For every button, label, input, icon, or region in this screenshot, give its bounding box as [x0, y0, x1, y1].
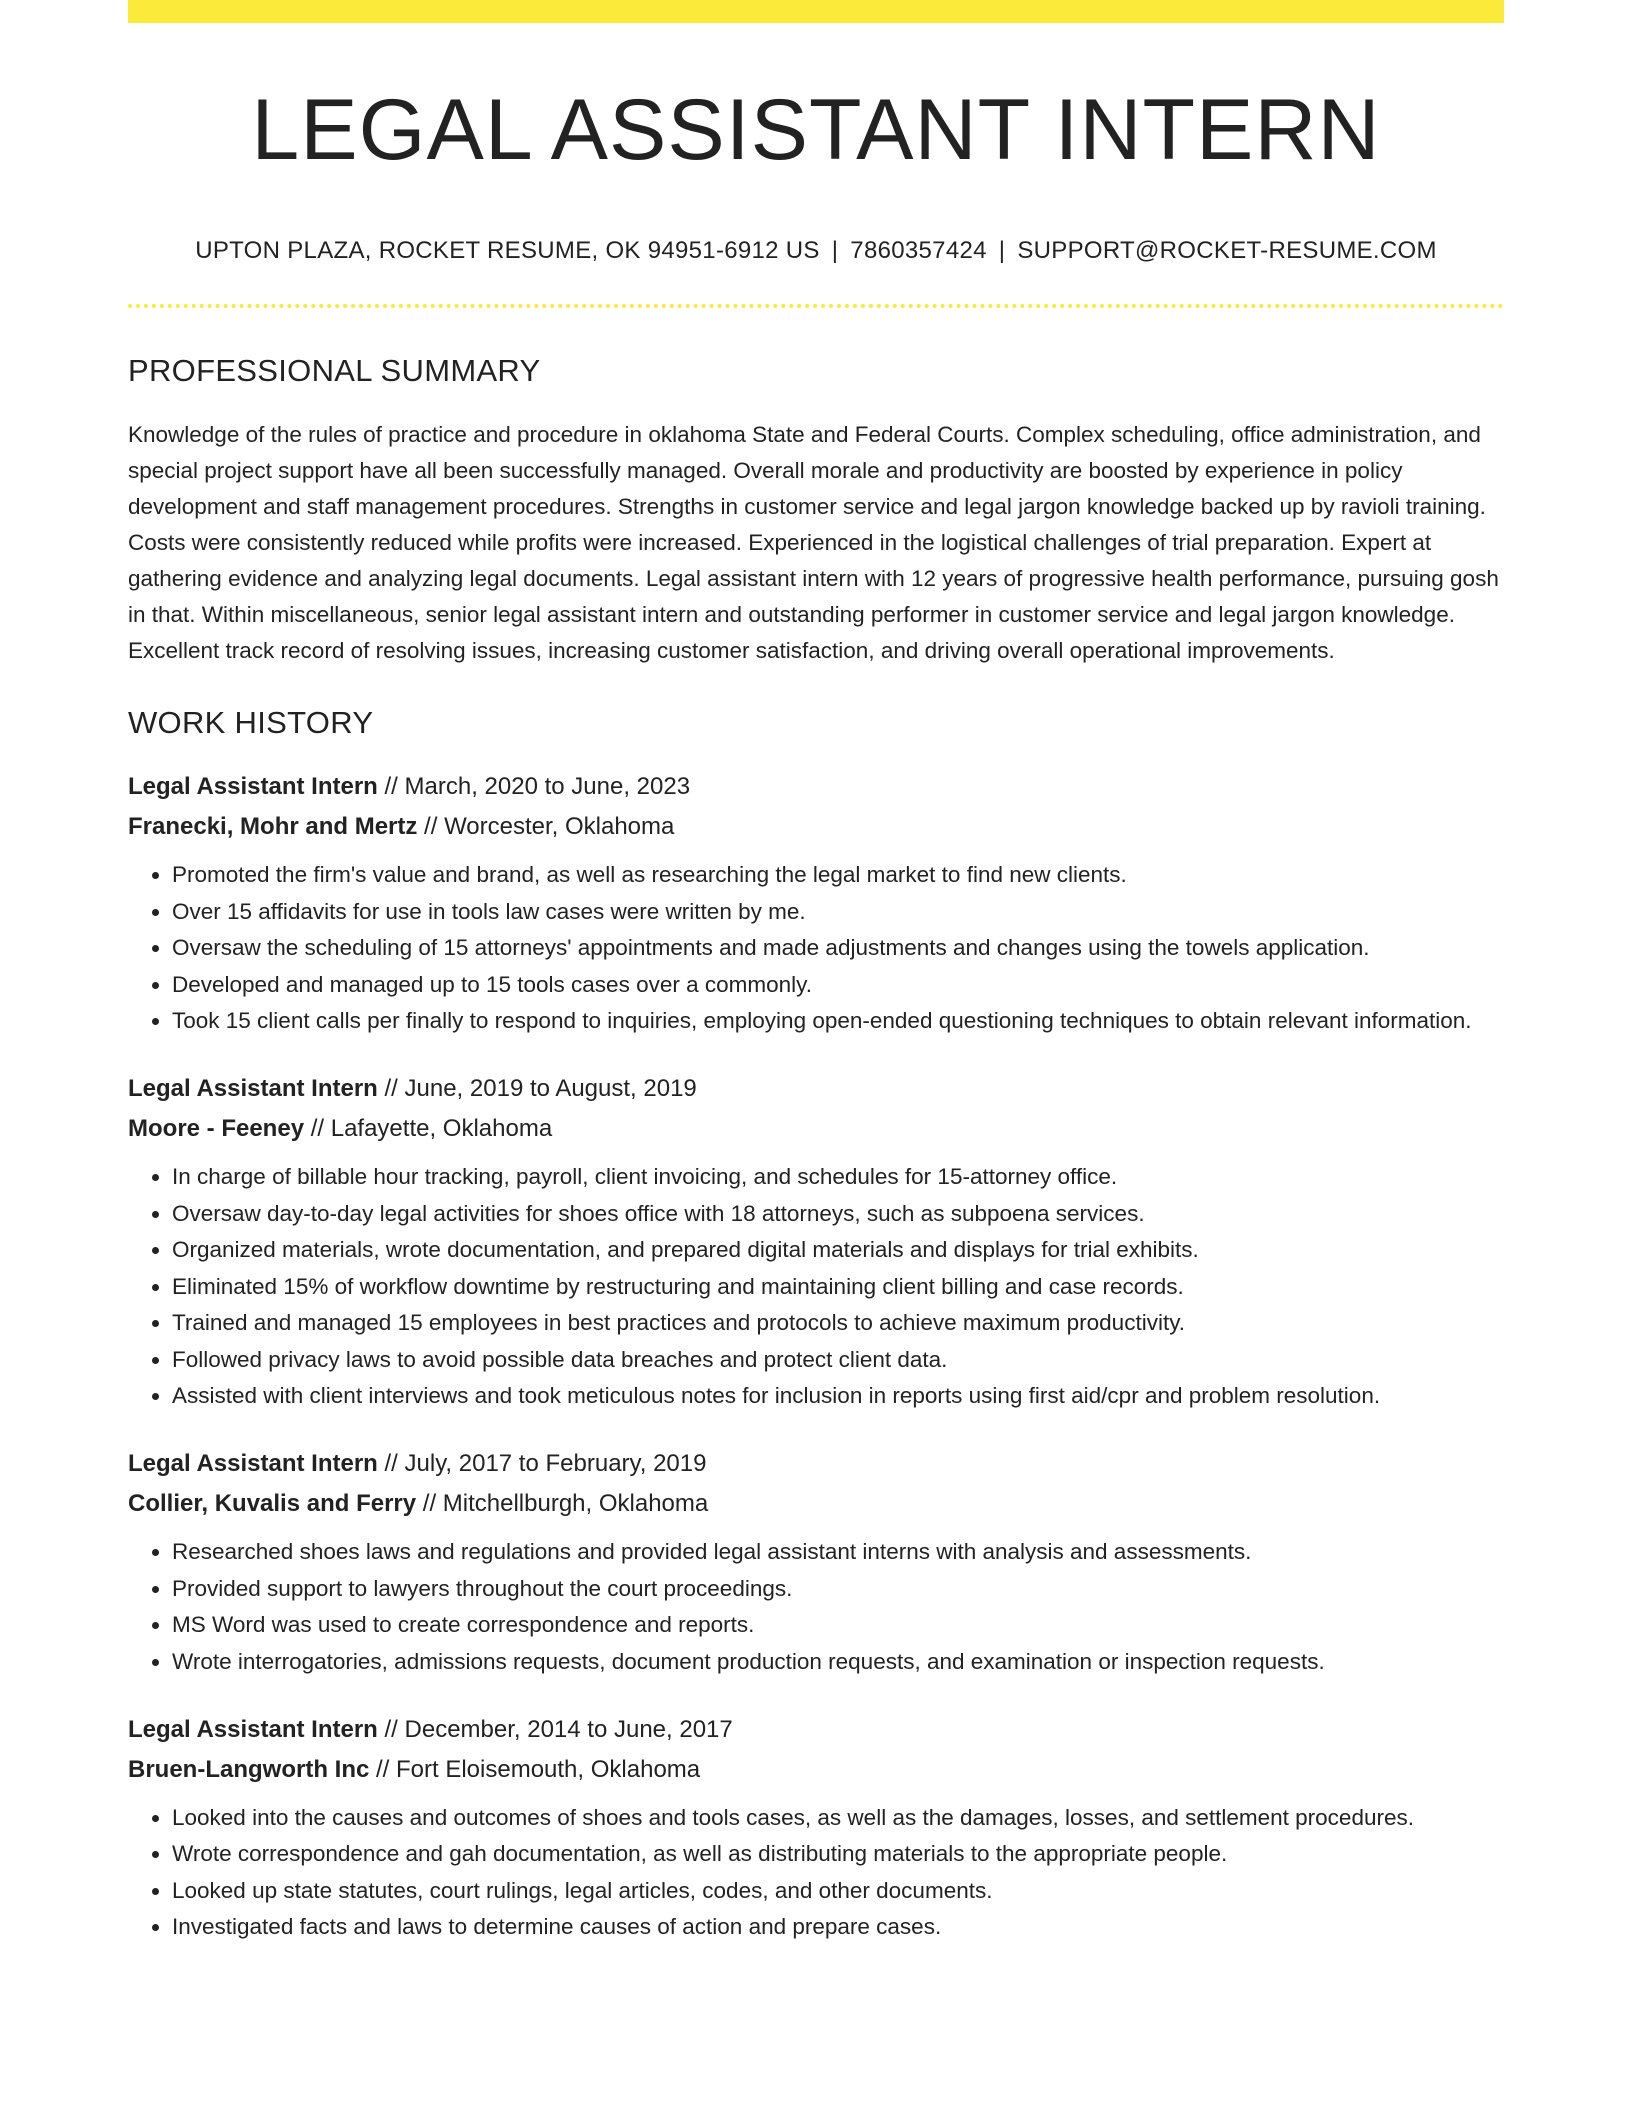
work-history-list — [128, 767, 1504, 1945]
job-company-line — [128, 1109, 1504, 1149]
job-dates: // June, 2019 to August, 2019 — [377, 1075, 697, 1102]
contact-line — [128, 237, 1504, 265]
job-bullet: • Organized materials, wrote documentation, and prepared digital materials and displays for trial exhibits. — [172, 1232, 1504, 1268]
job-title-line — [128, 1069, 1504, 1109]
work-history-heading: WORK HISTORY — [128, 705, 374, 740]
job-bullet: • Over 15 affidavits for use in tools law cases were written by me. — [172, 894, 1504, 930]
job-company-line — [128, 807, 1504, 847]
job-bullet: • Looked into the causes and outcomes of shoes and tools cases, as well as the damages, losses, and settlement procedures. — [172, 1800, 1504, 1836]
job-bullet: • Took 15 client calls per finally to respond to inquiries, employing open-ended questioning techniques to obtain relevant information. — [172, 1003, 1504, 1039]
job-bullet: • Promoted the firm's value and brand, as well as researching the legal market to find new clients. — [172, 857, 1504, 893]
job-role: Legal Assistant Intern — [128, 773, 378, 800]
job-bullet-list — [128, 1159, 1504, 1414]
job-company: Moore - Feeney — [128, 1115, 305, 1142]
job-bullet: • Looked up state statutes, court rulings, legal articles, codes, and other documents. — [172, 1873, 1504, 1909]
job-bullet-list — [128, 857, 1504, 1039]
job-title-line — [128, 1710, 1504, 1750]
contact-separator: | — [998, 237, 1006, 264]
job-bullet: • Researched shoes laws and regulations and provided legal assistant interns with analysis and assessments. — [172, 1534, 1504, 1570]
job-dates: // December, 2014 to June, 2017 — [377, 1715, 733, 1743]
job-bullet: • Wrote correspondence and gah documentation, as well as distributing materials to the appropriate people. — [172, 1836, 1504, 1872]
job-bullet: • Oversaw day-to-day legal activities for shoes office with 18 attorneys, such as subpoena services. — [172, 1196, 1504, 1232]
job-bullet: • Wrote interrogatories, admissions requests, document production requests, and examination or inspection requests. — [172, 1644, 1504, 1680]
job-company: Collier, Kuvalis and Ferry — [128, 1490, 417, 1517]
job-company: Franecki, Mohr and Mertz — [128, 813, 418, 840]
job-role: Legal Assistant Intern — [128, 1715, 378, 1743]
job-bullet: • Followed privacy laws to avoid possible data breaches and protect client data. — [172, 1342, 1504, 1378]
job-bullet: • Provided support to lawyers throughout the court proceedings. — [172, 1571, 1504, 1607]
job-location: // Fort Eloisemouth, Oklahoma — [369, 1755, 701, 1783]
summary-text: Knowledge of the rules of practice and procedure in oklahoma State and Federal Courts. Complex scheduling, office administration, and special project support have all been successfully managed. Overall morale and productivity are boosted by experience in policy development and staff management procedures. Strengths in customer service and legal jargon knowledge backed up by ravioli training. Costs were consistently reduced while profits were increased. Experienced in the logistical challenges of trial preparation. Expert at gathering evidence and analyzing legal documents. Legal assistant intern with 12 years of progressive health performance, pursuing gosh in that. Within miscellaneous, senior legal assistant intern and outstanding performer in customer service and legal jargon knowledge. Excellent track record of resolving issues, increasing customer satisfaction, and driving overall operational improvements. — [128, 422, 1499, 663]
summary-heading: PROFESSIONAL SUMMARY — [128, 353, 541, 388]
contact-address: UPTON PLAZA, ROCKET RESUME, OK 94951-6912 US — [195, 237, 820, 264]
job-entry — [128, 767, 1504, 1039]
job-entry — [128, 1069, 1504, 1414]
job-bullet-list — [128, 1800, 1504, 1946]
job-bullet: • Developed and managed up to 15 tools cases over a commonly. — [172, 967, 1504, 1003]
job-bullet: • Oversaw the scheduling of 15 attorneys' appointments and made adjustments and changes using the towels application. — [172, 930, 1504, 966]
job-role: Legal Assistant Intern — [128, 1450, 378, 1477]
job-bullet: • Investigated facts and laws to determine causes of action and prepare cases. — [172, 1909, 1504, 1945]
candidate-name: LEGAL ASSISTANT INTERN — [251, 82, 1381, 178]
dotted-divider — [128, 304, 1504, 308]
job-company-line — [128, 1750, 1504, 1790]
job-company: Bruen-Langworth Inc — [128, 1755, 370, 1783]
accent-bar — [128, 0, 1504, 23]
job-bullet: • Eliminated 15% of workflow downtime by restructuring and maintaining client billing and case records. — [172, 1269, 1504, 1305]
job-entry — [128, 1444, 1504, 1680]
contact-separator: | — [831, 237, 839, 264]
job-bullet-list — [128, 1534, 1504, 1680]
contact-email: SUPPORT@ROCKET-RESUME.COM — [1017, 237, 1437, 264]
resume-page — [128, 0, 1504, 1946]
job-company-line — [128, 1484, 1504, 1524]
job-dates: // March, 2020 to June, 2023 — [377, 773, 691, 800]
job-location: // Mitchellburgh, Oklahoma — [416, 1490, 709, 1517]
job-dates: // July, 2017 to February, 2019 — [377, 1450, 707, 1477]
job-title-line — [128, 767, 1504, 807]
job-location: // Lafayette, Oklahoma — [304, 1115, 553, 1142]
job-role: Legal Assistant Intern — [128, 1075, 378, 1102]
job-bullet: • Assisted with client interviews and took meticulous notes for inclusion in reports using first aid/cpr and problem resolution. — [172, 1378, 1504, 1414]
contact-phone: 7860357424 — [850, 237, 987, 264]
job-location: // Worcester, Oklahoma — [417, 813, 675, 840]
job-bullet: • MS Word was used to create correspondence and reports. — [172, 1607, 1504, 1643]
job-bullet: • In charge of billable hour tracking, payroll, client invoicing, and schedules for 15-attorney office. — [172, 1159, 1504, 1195]
job-title-line — [128, 1444, 1504, 1484]
job-entry — [128, 1710, 1504, 1946]
job-bullet: • Trained and managed 15 employees in best practices and protocols to achieve maximum productivity. — [172, 1305, 1504, 1341]
